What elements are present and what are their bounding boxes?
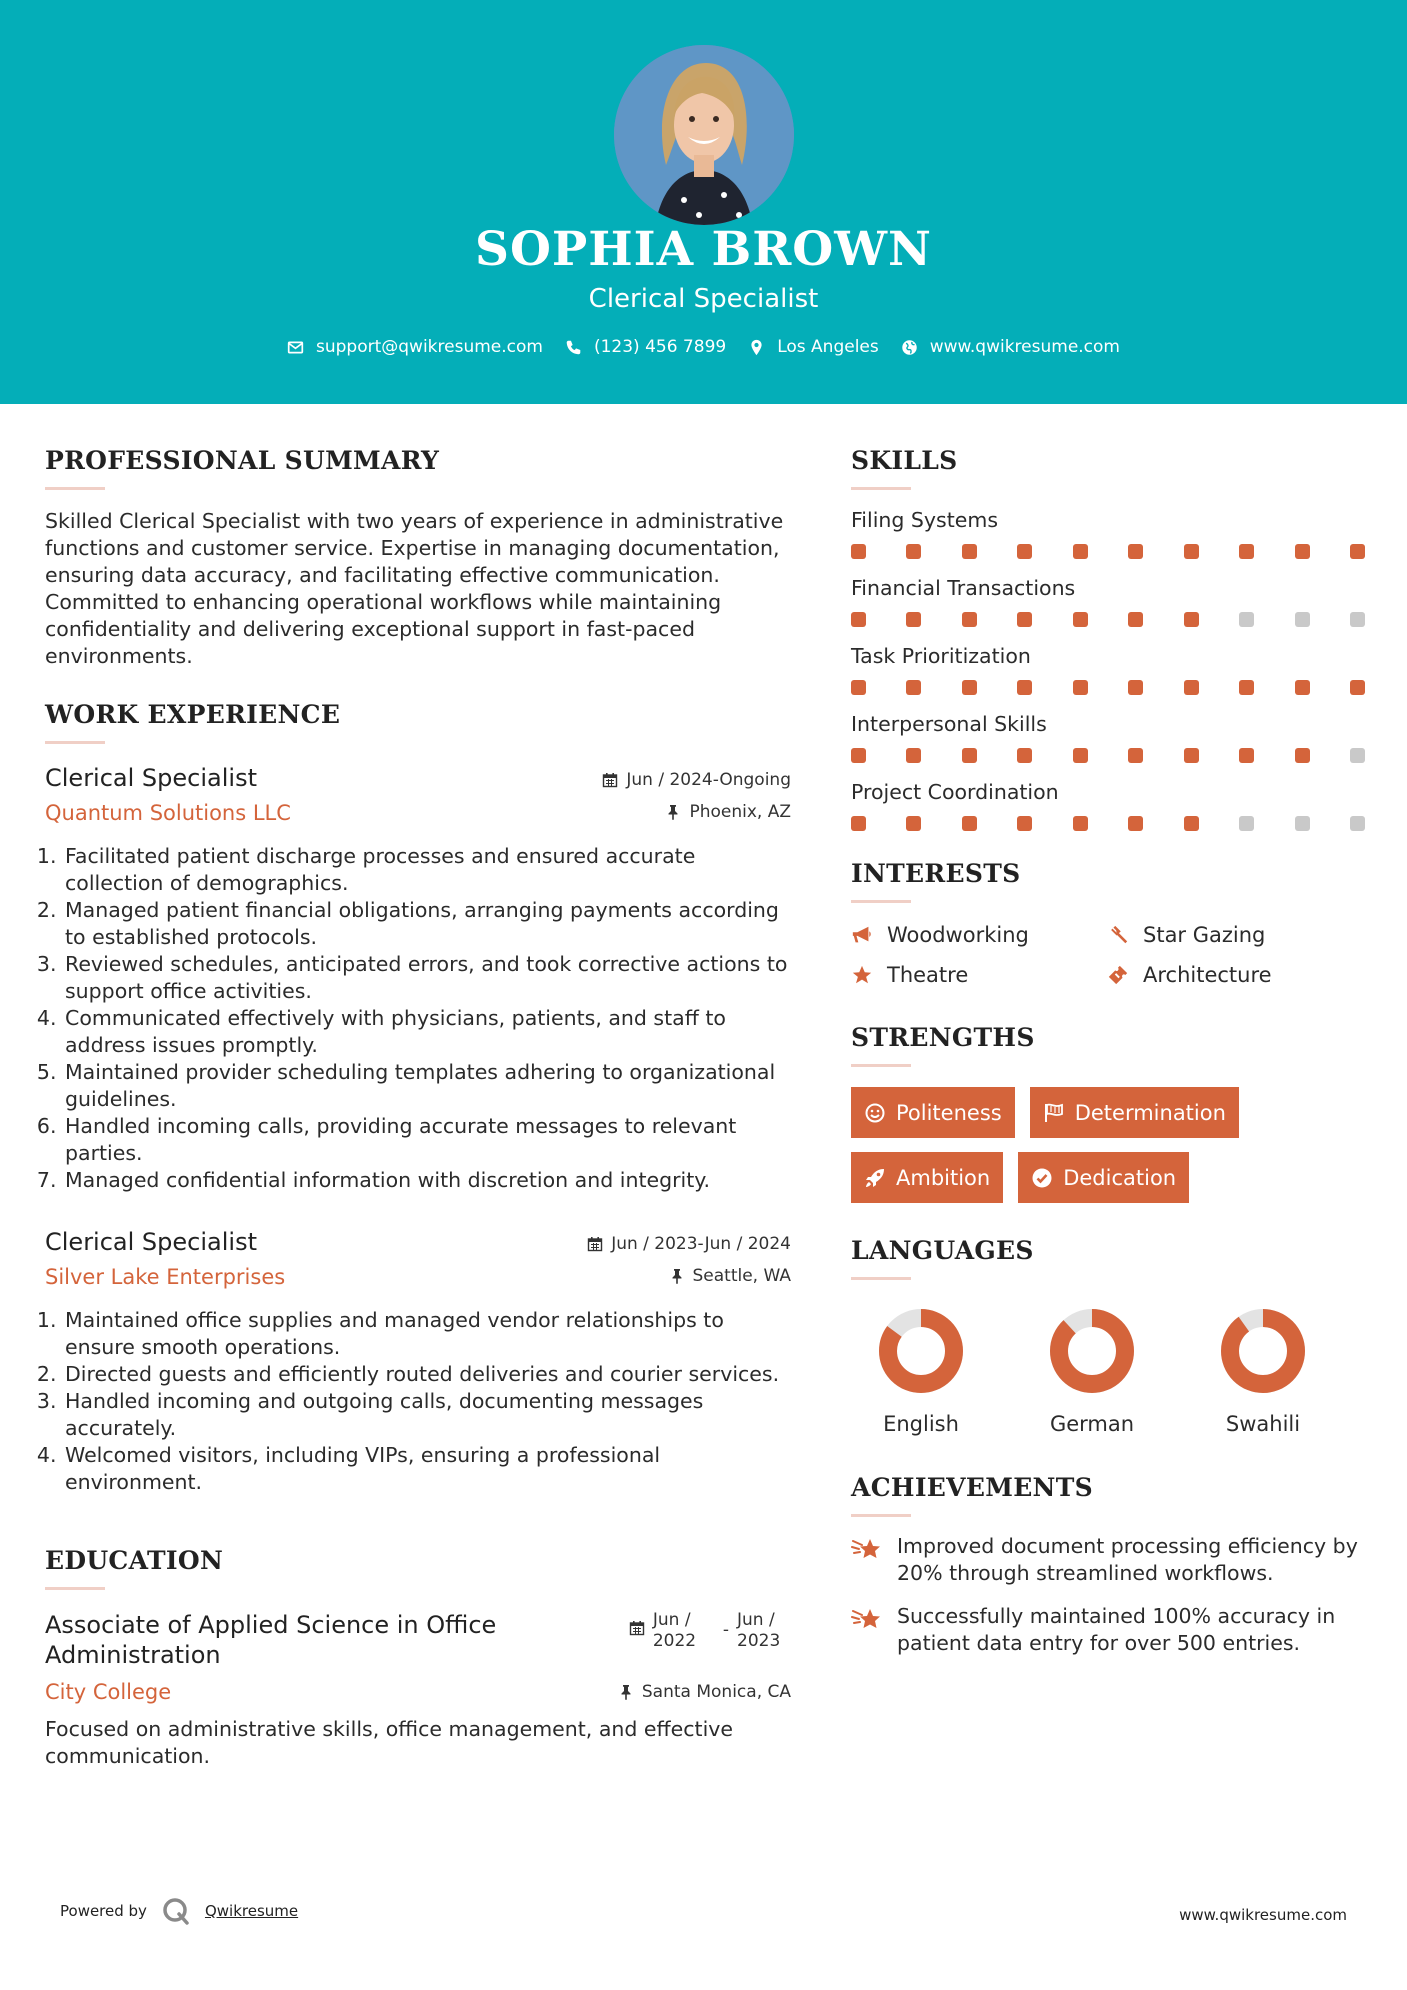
date-separator: - (722, 1620, 729, 1640)
rating-dot-filled (962, 816, 977, 831)
rating-dot-filled (1128, 544, 1143, 559)
section-rule (45, 1587, 105, 1590)
job-location (669, 1266, 792, 1286)
skill-name: Task Prioritization (851, 644, 1031, 668)
ticket-icon (1107, 964, 1129, 986)
rating-dot-filled (962, 612, 977, 627)
star-icon (851, 964, 873, 986)
powered-by-label: Powered by (60, 1902, 147, 1920)
rocket-icon (864, 1167, 886, 1189)
languages-list (858, 1308, 1366, 1436)
skill-rating (851, 612, 1365, 627)
section-rule (851, 900, 911, 903)
rating-dot-filled (1239, 544, 1254, 559)
rating-dot-filled (906, 748, 921, 763)
skill-rating (851, 748, 1365, 763)
rating-dot-filled (1239, 680, 1254, 695)
header-banner (0, 0, 1407, 404)
rating-dot-filled (1017, 816, 1032, 831)
donut-fill (1230, 1318, 1296, 1384)
strength-label: Determination (1074, 1100, 1226, 1125)
languages-section (851, 1236, 1366, 1436)
education-section (45, 1546, 791, 1770)
job-dates (602, 770, 791, 790)
duty-item: 1. Maintained office supplies and managed vendor relationships to ensure smooth operations. (63, 1307, 791, 1361)
contact-email[interactable] (287, 337, 543, 357)
language-name: German (1049, 1412, 1135, 1436)
rating-dot-filled (1017, 680, 1032, 695)
achievement-text: Improved document processing efficiency by 20% through streamlined workflows. (897, 1534, 1358, 1585)
right-column (851, 446, 1366, 1657)
rating-dot-filled (1350, 680, 1365, 695)
skill-name: Filing Systems (851, 508, 999, 532)
rating-dot-filled (1073, 612, 1088, 627)
language-name: English (883, 1412, 959, 1436)
pushpin-icon (665, 804, 681, 820)
contact-location (748, 337, 879, 357)
rating-dot-filled (906, 680, 921, 695)
summary-section (45, 446, 791, 670)
rating-dot-filled (1184, 680, 1199, 695)
calendar-icon (602, 772, 618, 788)
achievement-text: Successfully maintained 100% accuracy in patient data entry for over 500 entries. (897, 1604, 1336, 1655)
rating-dot-filled (851, 816, 866, 831)
rating-dot-filled (851, 680, 866, 695)
footer-website[interactable]: www.qwikresume.com (1179, 1906, 1347, 1924)
rating-dot-filled (1073, 680, 1088, 695)
footer-powered-by (60, 1896, 298, 1926)
language-donut (878, 1308, 964, 1394)
degree-title: Associate of Applied Science in Office Administration (45, 1611, 497, 1669)
flag-icon (1043, 1102, 1065, 1124)
job-dates-text: Jun / 2024-Ongoing (626, 770, 791, 790)
qwikresume-logo-icon (161, 1896, 191, 1926)
donut-fill (1059, 1318, 1125, 1384)
strength-badge (1030, 1087, 1239, 1138)
duty-item: 7. Managed confidential information with discretion and integrity. (63, 1167, 791, 1194)
map-pin-icon (748, 339, 765, 356)
strength-badge (851, 1087, 1015, 1138)
left-column (45, 446, 791, 1770)
contact-email-text: support@qwikresume.com (316, 337, 543, 357)
interest-item (851, 963, 1107, 987)
achievement-item (851, 1533, 1366, 1587)
job-location (665, 802, 791, 822)
language-item (858, 1308, 984, 1436)
rating-dot-filled (1295, 544, 1310, 559)
interest-label: Architecture (1143, 963, 1272, 987)
rating-dot-filled (1073, 544, 1088, 559)
skills-section (851, 446, 1366, 831)
job-duties (45, 843, 791, 1194)
skills-list (851, 508, 1366, 831)
rating-dot-filled (1017, 612, 1032, 627)
rating-dot-filled (962, 748, 977, 763)
rating-dot-filled (1017, 748, 1032, 763)
rating-dot-filled (962, 680, 977, 695)
gavel-icon (1107, 924, 1129, 946)
candidate-name: SOPHIA BROWN (475, 222, 932, 277)
interest-item (851, 923, 1107, 947)
achievements-list (851, 1533, 1366, 1657)
duty-item: 4. Communicated effectively with physicians, patients, and staff to address issues promptly. (63, 1005, 791, 1059)
rating-dot-filled (1128, 816, 1143, 831)
job-title: Clerical Specialist (45, 1228, 257, 1256)
rating-dot-filled (1017, 544, 1032, 559)
education-dates (629, 1610, 791, 1652)
contact-phone[interactable] (565, 337, 726, 357)
duty-item: 1. Facilitated patient discharge processes and ensured accurate collection of demographics. (63, 843, 791, 897)
pushpin-icon (669, 1268, 685, 1284)
section-title-interests: INTERESTS (851, 859, 1021, 888)
job-entry (45, 764, 791, 1194)
profile-photo-icon (614, 45, 794, 225)
rating-dot-empty (1350, 612, 1365, 627)
contact-phone-text: (123) 456 7899 (593, 337, 727, 357)
skill-name: Project Coordination (851, 780, 1059, 804)
language-donut (1049, 1308, 1135, 1394)
job-location-text: Phoenix, AZ (689, 802, 791, 822)
skill-rating (851, 544, 1365, 559)
contact-website-text: www.qwikresume.com (929, 337, 1120, 357)
rating-dot-filled (1184, 612, 1199, 627)
rating-dot-filled (1239, 748, 1254, 763)
rating-dot-empty (1239, 816, 1254, 831)
job-company: Quantum Solutions LLC (45, 801, 291, 825)
education-description: Focused on administrative skills, office management, and effective communication. (45, 1717, 734, 1768)
job-company: Silver Lake Enterprises (45, 1265, 286, 1289)
rating-dot-filled (1184, 748, 1199, 763)
duty-item: 4. Welcomed visitors, including VIPs, ensuring a professional environment. (63, 1442, 791, 1496)
job-title: Clerical Specialist (45, 764, 257, 792)
rating-dot-filled (1128, 748, 1143, 763)
interest-item (1107, 963, 1363, 987)
language-name: Swahili (1225, 1412, 1301, 1436)
shooting-star-icon (851, 1535, 883, 1565)
interests-section (851, 859, 1366, 987)
strength-label: Politeness (896, 1100, 1002, 1125)
section-title-languages: LANGUAGES (851, 1236, 1034, 1265)
skill-name: Financial Transactions (851, 576, 1076, 600)
strength-label: Ambition (896, 1165, 991, 1190)
skill-name: Interpersonal Skills (851, 712, 1047, 736)
globe-icon (901, 339, 918, 356)
bullhorn-icon (851, 924, 873, 946)
avatar (614, 45, 794, 225)
rating-dot-filled (1128, 680, 1143, 695)
envelope-icon (287, 339, 304, 356)
rating-dot-filled (1128, 612, 1143, 627)
strength-badge (1018, 1152, 1189, 1203)
language-donut (1220, 1308, 1306, 1394)
section-title-strengths: STRENGTHS (851, 1023, 1035, 1052)
strength-label: Dedication (1063, 1165, 1177, 1190)
check-circle-icon (1031, 1167, 1053, 1189)
duty-item: 3. Handled incoming and outgoing calls, documenting messages accurately. (63, 1388, 791, 1442)
candidate-role: Clerical Specialist (588, 284, 819, 314)
section-rule (851, 1064, 911, 1067)
rating-dot-filled (962, 544, 977, 559)
interests-list (851, 923, 1366, 987)
rating-dot-filled (851, 748, 866, 763)
section-title-skills: SKILLS (851, 446, 958, 475)
section-rule (851, 1514, 911, 1517)
job-duties (45, 1307, 791, 1496)
job-dates-text: Jun / 2023-Jun / 2024 (611, 1234, 791, 1254)
experience-section (45, 700, 791, 1496)
rating-dot-empty (1295, 612, 1310, 627)
interest-label: Woodworking (887, 923, 1029, 947)
education-start: Jun / 2022 (652, 1610, 697, 1651)
pushpin-icon (618, 1684, 634, 1700)
section-rule (851, 487, 911, 490)
section-title-achievements: ACHIEVEMENTS (851, 1473, 1093, 1502)
rating-dot-filled (1295, 680, 1310, 695)
job-entry (45, 1228, 791, 1496)
rating-dot-filled (906, 544, 921, 559)
language-item (1029, 1308, 1155, 1436)
section-title-summary: PROFESSIONAL SUMMARY (45, 446, 440, 475)
calendar-icon (629, 1620, 645, 1636)
rating-dot-filled (1184, 816, 1199, 831)
brand-link[interactable]: Qwikresume (204, 1902, 299, 1920)
duty-item: 2. Directed guests and efficiently routed deliveries and courier services. (63, 1361, 791, 1388)
strength-badge (851, 1152, 1003, 1203)
rating-dot-empty (1295, 816, 1310, 831)
rating-dot-filled (1295, 748, 1310, 763)
skill-rating (851, 680, 1365, 695)
language-item (1200, 1308, 1326, 1436)
summary-text: Skilled Clerical Specialist with two years of experience in administrative functions and customer service. Expertise in managing documentation, ensuring data accuracy, and facilitating effective communication. Committed to enhancing operational workflows while maintaining confidentiality and delivering exceptional support in fast-paced environments. (45, 509, 784, 668)
rating-dot-filled (1073, 748, 1088, 763)
achievements-section (851, 1473, 1366, 1657)
rating-dot-filled (906, 612, 921, 627)
job-dates (587, 1234, 791, 1254)
education-end: Jun / 2023 (737, 1610, 781, 1651)
education-entry (45, 1610, 791, 1770)
section-title-education: EDUCATION (45, 1546, 224, 1575)
education-location (618, 1682, 791, 1702)
rating-dot-filled (851, 544, 866, 559)
interest-label: Theatre (887, 963, 969, 987)
strengths-section (851, 1023, 1366, 1203)
rating-dot-empty (1239, 612, 1254, 627)
duty-item: 5. Maintained provider scheduling templates adhering to organizational guidelines. (63, 1059, 791, 1113)
duty-item: 3. Reviewed schedules, anticipated errors, and took corrective actions to support office activities. (63, 951, 791, 1005)
interest-label: Star Gazing (1143, 923, 1266, 947)
shooting-star-icon (851, 1605, 883, 1635)
rating-dot-filled (851, 612, 866, 627)
contact-bar (0, 337, 1407, 357)
rating-dot-filled (1350, 544, 1365, 559)
education-location-text: Santa Monica, CA (641, 1682, 791, 1702)
rating-dot-empty (1350, 748, 1365, 763)
section-title-experience: WORK EXPERIENCE (45, 700, 341, 729)
smile-icon (864, 1102, 886, 1124)
section-rule (851, 1277, 911, 1280)
rating-dot-filled (906, 816, 921, 831)
contact-location-text: Los Angeles (777, 337, 879, 357)
contact-website[interactable] (901, 337, 1120, 357)
skill-rating (851, 816, 1365, 831)
section-rule (45, 741, 105, 744)
interest-item (1107, 923, 1363, 947)
job-location-text: Seattle, WA (692, 1266, 791, 1286)
school-name: City College (45, 1680, 172, 1704)
rating-dot-empty (1350, 816, 1365, 831)
strengths-list (851, 1087, 1321, 1203)
phone-icon (565, 339, 582, 356)
rating-dot-filled (1073, 816, 1088, 831)
rating-dot-filled (1184, 544, 1199, 559)
section-rule (45, 487, 105, 490)
duty-item: 6. Handled incoming calls, providing accurate messages to relevant parties. (63, 1113, 791, 1167)
calendar-icon (587, 1236, 603, 1252)
achievement-item (851, 1603, 1366, 1657)
duty-item: 2. Managed patient financial obligations, arranging payments according to established protocols. (63, 897, 791, 951)
